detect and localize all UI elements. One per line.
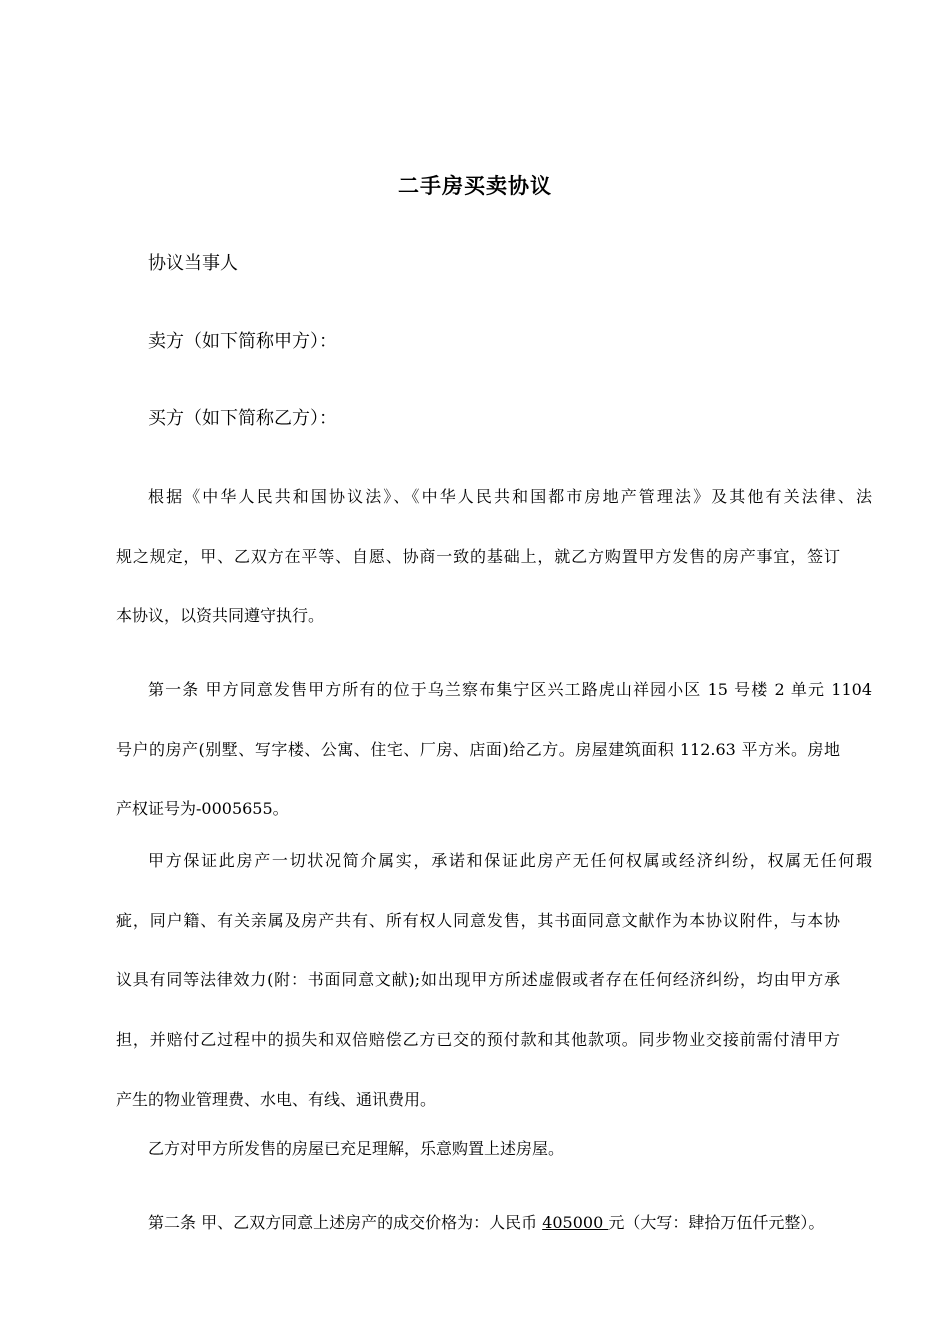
article1-line: 号户的房产(别墅、写字楼、公寓、住宅、厂房、店面)给乙方。房屋建筑面积 112.63 平方米。房地	[116, 740, 840, 759]
document-title: 二手房买卖协议	[398, 173, 552, 198]
price-amount: 405000	[542, 1213, 609, 1232]
guarantee-line: 产生的物业管理费、水电、有线、通讯费用。	[116, 1090, 437, 1109]
buyer-understanding: 乙方对甲方所发售的房屋已充足理解，乐意购置上述房屋。	[148, 1139, 565, 1158]
guarantee-line: 议具有同等法律效力(附：书面同意文献);如出现甲方所述虚假或者存在任何经济纠纷，均由甲方承	[116, 970, 840, 989]
article2-prefix: 第二条 甲、乙双方同意上述房产的成交价格为：人民币	[148, 1213, 543, 1232]
preamble-line: 规之规定，甲、乙双方在平等、自愿、协商一致的基础上，就乙方购置甲方发售的房产事宜，签订	[116, 547, 840, 566]
preamble-line: 本协议，以资共同遵守执行。	[116, 606, 325, 625]
article1-line: 第一条 甲方同意发售甲方所有的位于乌兰察布集宁区兴工路虎山祥园小区 15 号楼 2 单元 1104	[148, 680, 872, 699]
preamble-line: 根据《中华人民共和国协议法》、《中华人民共和国都市房地产管理法》及其他有关法律、法	[148, 487, 872, 506]
buyer-label: 买方（如下简称乙方）：	[148, 408, 337, 429]
guarantee-line: 疵，同户籍、有关亲属及房产共有、所有权人同意发售，其书面同意文献作为本协议附件，与本协	[116, 911, 840, 930]
article1-line: 产权证号为-0005655。	[116, 799, 289, 818]
article2-line	[116, 1212, 888, 1234]
seller-label: 卖方（如下简称甲方）：	[148, 331, 337, 352]
article2-suffix: 元（大写：肆拾万伍仟元整）。	[608, 1213, 825, 1232]
guarantee-line: 担，并赔付乙过程中的损失和双倍赔偿乙方已交的预付款和其他款项。同步物业交接前需付清甲方	[116, 1030, 840, 1049]
parties-heading: 协议当事人	[148, 253, 238, 274]
guarantee-line: 甲方保证此房产一切状况简介属实，承诺和保证此房产无任何权属或经济纠纷，权属无任何瑕	[148, 851, 872, 870]
